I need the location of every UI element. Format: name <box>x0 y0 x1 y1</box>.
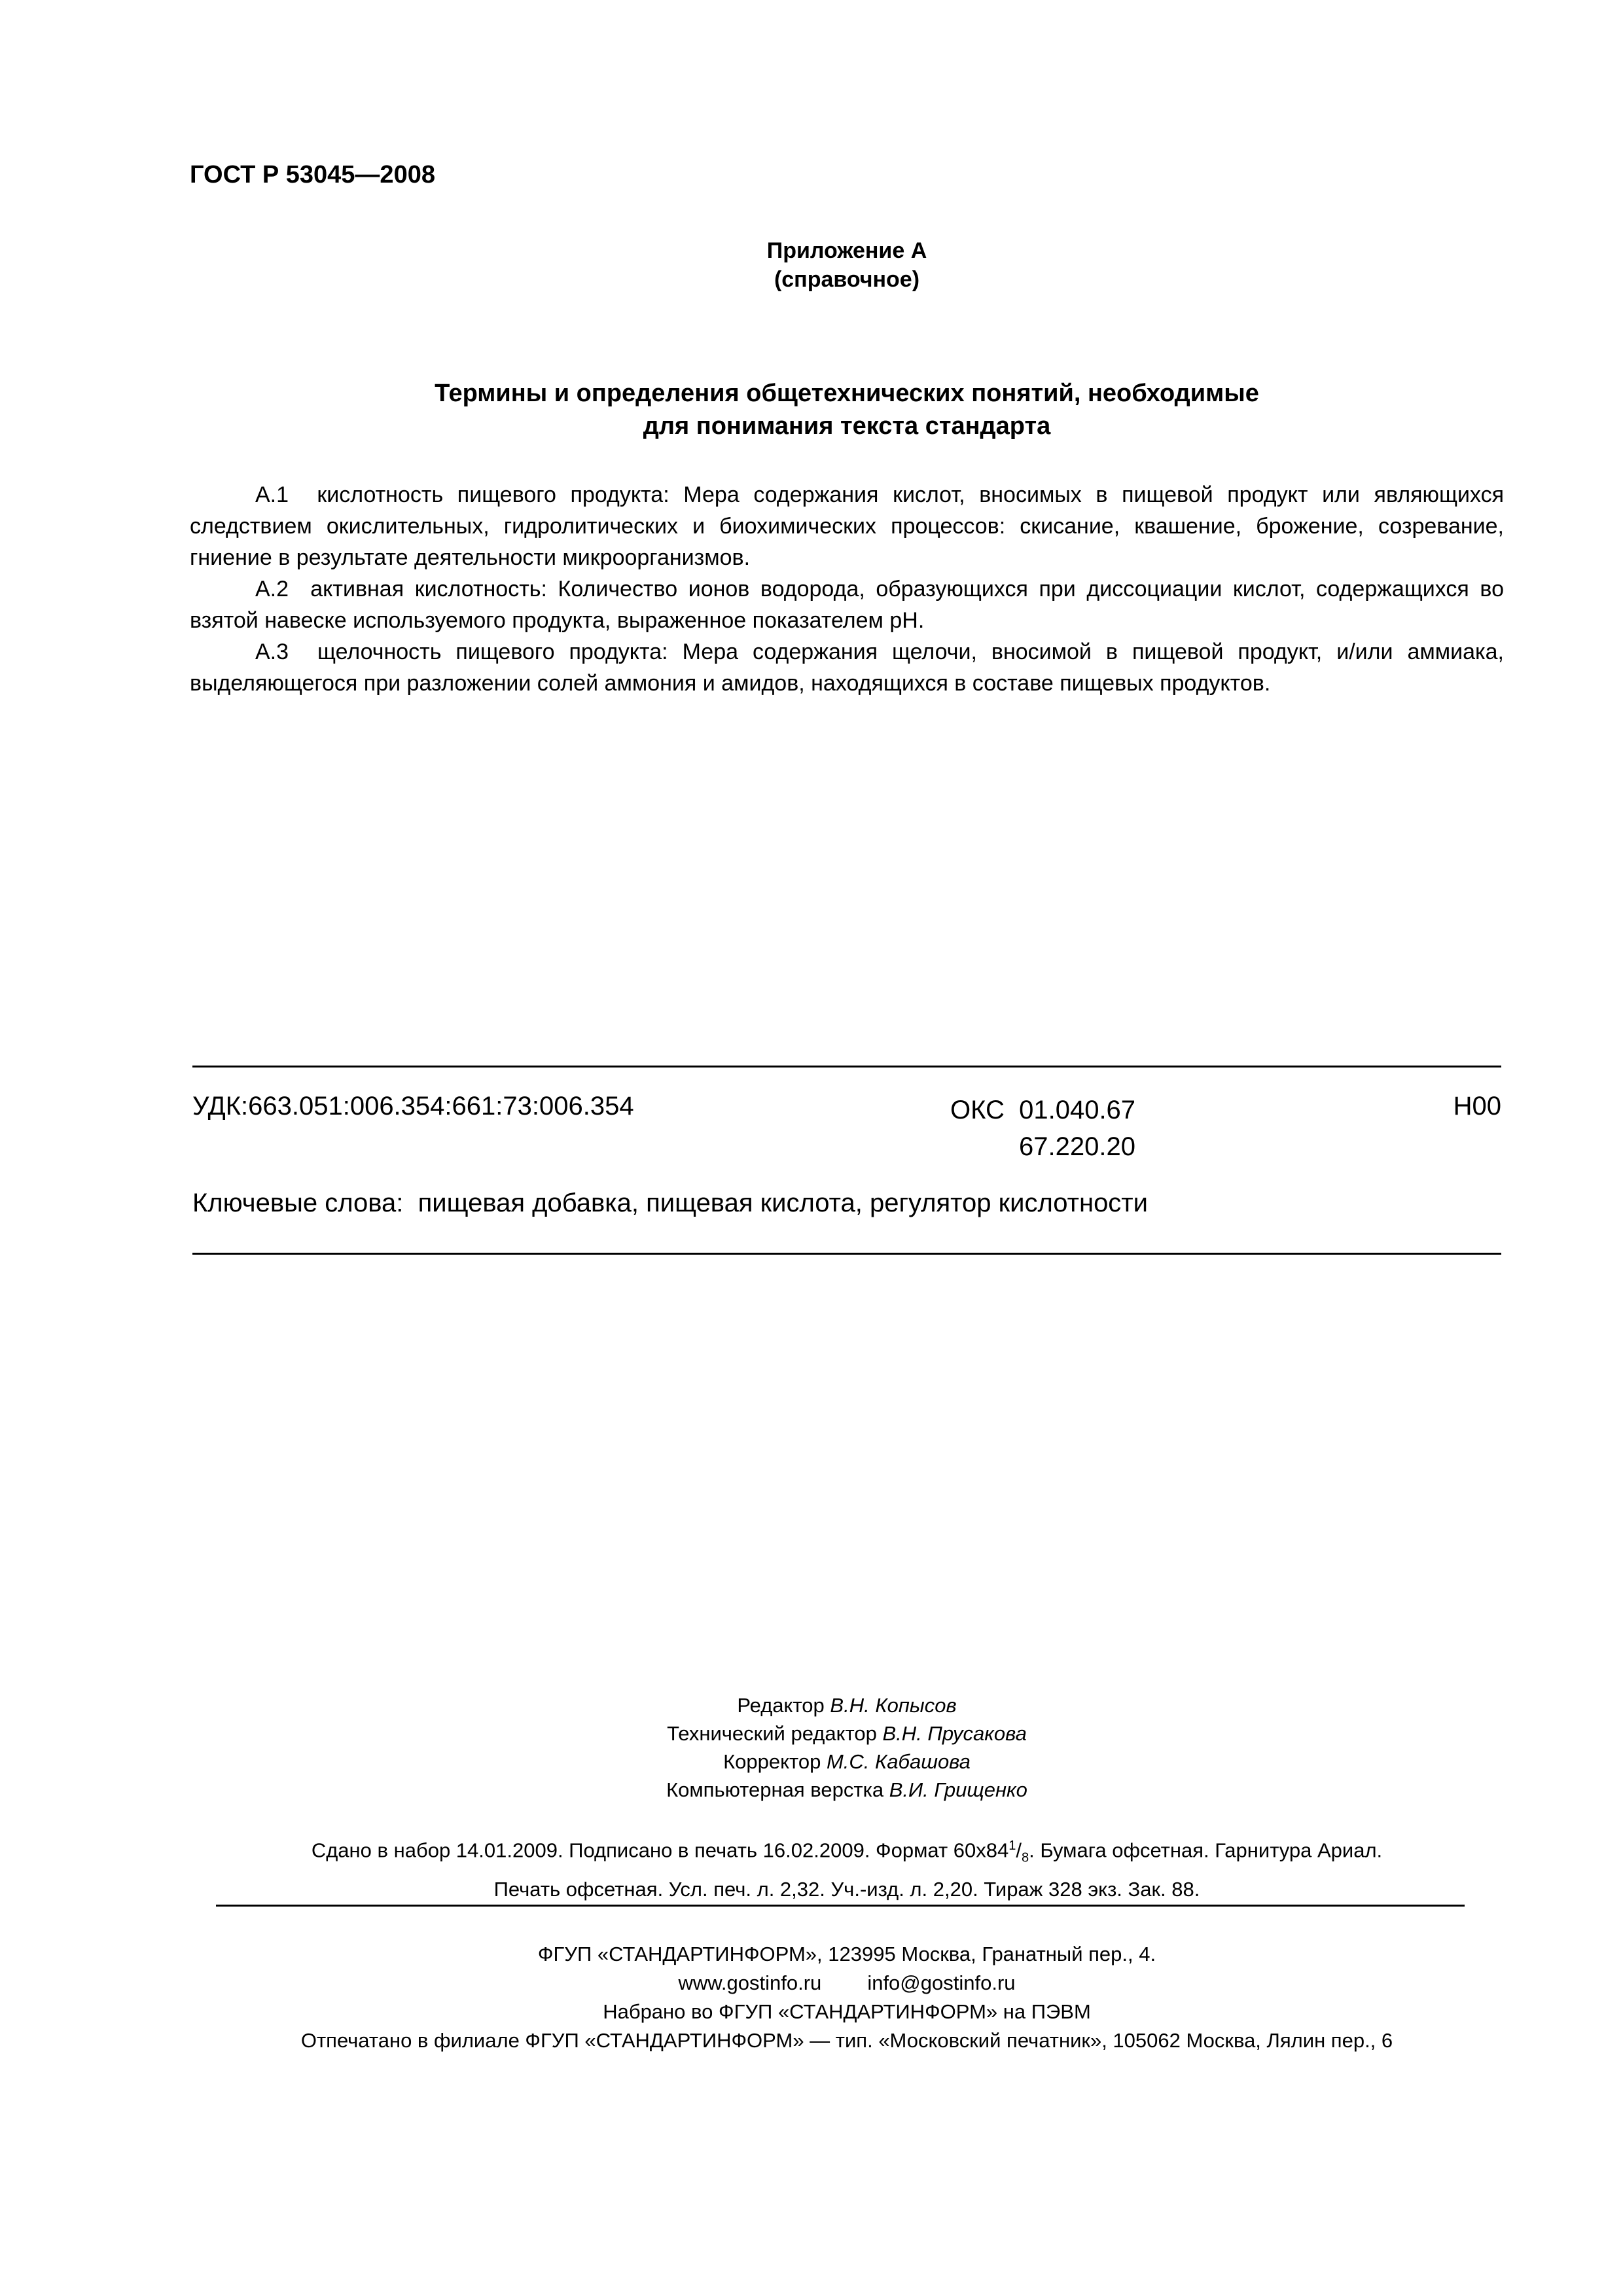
keywords-label: Ключевые слова: <box>192 1189 404 1217</box>
website-link[interactable]: www.gostinfo.ru <box>678 1971 822 1994</box>
credit-role: Корректор <box>723 1750 821 1773</box>
term-number: А.1 <box>255 482 289 507</box>
document-number: ГОСТ Р 53045—2008 <box>190 161 435 188</box>
term-name: активная кислотность: <box>310 577 547 601</box>
email-link[interactable]: info@gostinfo.ru <box>867 1971 1016 1994</box>
printed-info: Отпечатано в филиале ФГУП «СТАНДАРТИНФОРМ» — тип. «Московский печатник», 105062 Москва, Лялин пер., 6 <box>300 2029 1393 2052</box>
publishing-line-2: Печать офсетная. Усл. печ. л. 2,32. Уч.-изд. л. 2,20. Тираж 328 экз. Зак. 88. <box>493 1877 1200 1901</box>
imprint <box>190 1940 1504 2055</box>
credit-line <box>190 1748 1504 1776</box>
appendix-title-line2: для понимания текста стандарта <box>643 412 1051 440</box>
appendix-title <box>190 377 1504 442</box>
divider-imprint <box>216 1905 1465 1907</box>
credit-line <box>190 1719 1504 1748</box>
keywords-value: пищевая добавка, пищевая кислота, регулятор кислотности <box>418 1189 1148 1217</box>
terms-list <box>190 479 1504 699</box>
term-item <box>190 636 1504 699</box>
publishing-info <box>190 1830 1504 1905</box>
credit-role: Редактор <box>737 1694 825 1717</box>
term-definition: Мера содержания щелочи, вносимой в пищевой продукт, и/или аммиака, выделяющегося при разложении солей аммония и амидов, находящихся в составе пищевых продуктов. <box>190 639 1504 696</box>
appendix-kind: (справочное) <box>774 267 920 292</box>
format-sup: 1 <box>1008 1839 1016 1853</box>
credits <box>190 1691 1504 1804</box>
keywords <box>192 1189 1148 1218</box>
credit-role: Компьютерная верстка <box>666 1778 884 1801</box>
publisher-address: ФГУП «СТАНДАРТИНФОРМ», 123995 Москва, Гранатный пер., 4. <box>537 1943 1156 1965</box>
divider-bottom <box>192 1253 1501 1255</box>
credit-name: М.С. Кабашова <box>826 1750 971 1773</box>
term-name: кислотность пищевого продукта: <box>317 482 669 507</box>
term-number: А.2 <box>255 577 289 601</box>
oks-code-1: 01.040.67 <box>1019 1096 1136 1124</box>
publishing-text: Сдано в набор 14.01.2009. Подписано в печать 16.02.2009. Формат 60х84 <box>311 1839 1009 1862</box>
credit-name: В.Н. Прусакова <box>882 1722 1027 1745</box>
credit-role: Технический редактор <box>667 1722 877 1745</box>
credit-line <box>190 1691 1504 1719</box>
contacts <box>190 1969 1504 1998</box>
udk-code: УДК:663.051:006.354:661:73:006.354 <box>192 1092 634 1121</box>
publishing-text: . Бумага офсетная. Гарнитура Ариал. <box>1029 1839 1383 1862</box>
term-name: щелочность пищевого продукта: <box>317 639 668 664</box>
typeset-info: Набрано во ФГУП «СТАНДАРТИНФОРМ» на ПЭВМ <box>603 2000 1091 2023</box>
term-item <box>190 573 1504 636</box>
appendix-name: Приложение А <box>766 238 927 263</box>
term-item <box>190 479 1504 573</box>
term-definition: Количество ионов водорода, образующихся при диссоциации кислот, содержащихся во взятой навеске используемого продукта, выраженное показателем рН. <box>190 577 1505 633</box>
term-definition: Мера содержания кислот, вносимых в пищевой продукт или являющихся следствием окислительных, гидролитических и биохимических процессов: скисание, квашение, брожение, созревание, гниение в результате деятельности микроорганизмов. <box>190 482 1504 570</box>
classification-group: Н00 <box>1453 1092 1501 1121</box>
oks-code-2: 67.220.20 <box>1019 1132 1135 1161</box>
oks-label: ОКС <box>950 1096 1005 1124</box>
credit-name: В.И. Грищенко <box>889 1778 1027 1801</box>
divider-top <box>192 1066 1501 1067</box>
term-number: А.3 <box>255 639 289 664</box>
publishing-line-1: Сдано в набор 14.01.2009. Подписано в печать 16.02.2009. Формат $60х84^1/_8$. Бумага офсетная. Гарнитура Ариал. <box>311 1839 1383 1865</box>
credit-name: В.Н. Копысов <box>830 1694 957 1717</box>
oks-codes <box>950 1092 1135 1165</box>
format-sub: 8 <box>1022 1850 1029 1865</box>
credit-line <box>190 1776 1504 1804</box>
appendix-title-line1: Термины и определения общетехнических понятий, необходимые <box>435 380 1259 407</box>
